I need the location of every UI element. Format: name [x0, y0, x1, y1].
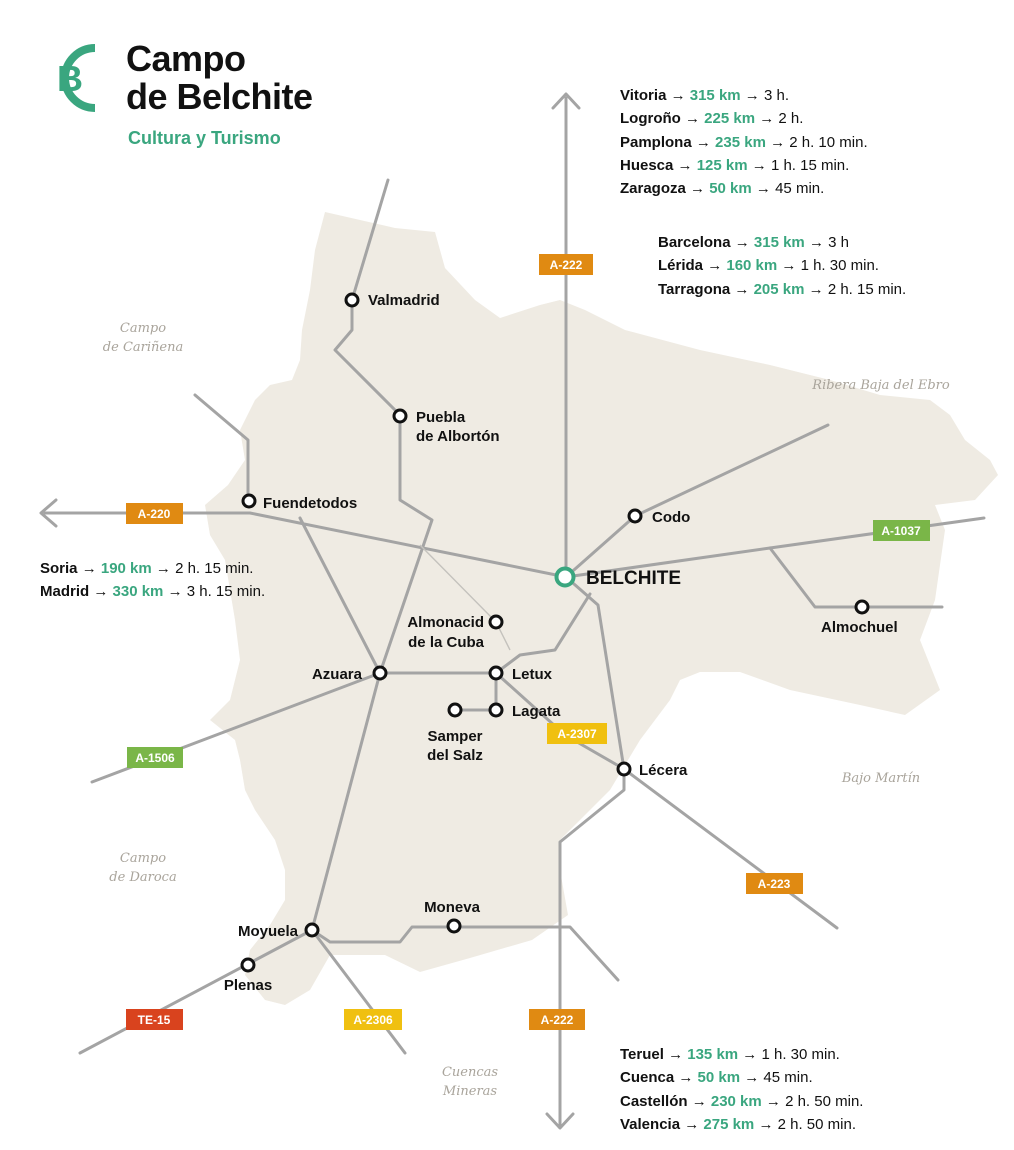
- arrow-icon: →: [691, 1092, 707, 1110]
- distance-time: 3 h.: [763, 87, 789, 104]
- distance-row: [658, 231, 906, 254]
- town-label-lecera: Lécera: [639, 762, 688, 779]
- distance-row: [620, 1043, 863, 1066]
- distance-km: 50 km: [709, 180, 752, 198]
- town-label-letux: Letux: [512, 666, 553, 683]
- distance-time: 1 h. 30 min.: [800, 257, 879, 275]
- distance-time: 1 h. 15 min.: [770, 156, 850, 174]
- svg-text:TE-15: TE-15: [137, 1013, 171, 1027]
- arrow-icon: →: [707, 257, 723, 275]
- distance-city: Logroño: [620, 110, 681, 128]
- distances-northeast: [658, 231, 906, 301]
- town-label-codo: Codo: [652, 509, 691, 526]
- arrow-icon: →: [781, 257, 797, 275]
- distance-km: 230 km: [710, 1092, 762, 1110]
- town-label-plenas: Plenas: [223, 977, 273, 994]
- road-badge-a1506: [127, 747, 183, 768]
- region-cuencas-2: Mineras: [442, 1084, 498, 1099]
- town-marker-valmadrid: [346, 294, 358, 306]
- town-marker-fuendetodos: [243, 495, 255, 507]
- town-label-almonacid-2: de la Cuba: [408, 634, 484, 651]
- arrow-icon: →: [695, 133, 711, 151]
- region-ribera: Ribera Baja del Ebro: [812, 378, 950, 393]
- arrow-icon: →: [677, 156, 693, 174]
- distance-time: 45 min.: [775, 180, 825, 198]
- town-label-samper: Samper: [427, 728, 483, 745]
- distance-km: 135 km: [687, 1046, 739, 1063]
- distance-time: 2 h. 15 min.: [175, 560, 254, 577]
- town-label-almochuel: Almochuel: [821, 619, 898, 636]
- road-badge-a2307: [547, 723, 607, 744]
- region-carinena: Campo: [119, 321, 167, 336]
- logo-title-line2: de Belchite: [126, 76, 313, 117]
- road-badge-a222-south: [529, 1009, 585, 1030]
- distance-km: 225 km: [704, 110, 756, 128]
- distance-row: [620, 1090, 863, 1113]
- arrow-icon: →: [684, 1115, 700, 1133]
- svg-text:B: B: [57, 58, 83, 99]
- road-badge-a223: [746, 873, 803, 894]
- arrow-icon: →: [770, 133, 786, 151]
- town-label-azuara: Azuara: [311, 666, 362, 683]
- arrow-icon: →: [81, 560, 97, 577]
- distances-west: [40, 557, 265, 604]
- distance-city: Tarragona: [658, 280, 731, 298]
- road-badge-a2306: [344, 1009, 402, 1030]
- distance-city: Madrid: [40, 583, 90, 601]
- town-marker-plenas: [242, 959, 254, 971]
- distance-time: 45 min.: [763, 1069, 813, 1087]
- arrow-icon: →: [808, 280, 824, 298]
- arrow-icon: →: [690, 180, 706, 198]
- town-marker-lagata: [490, 704, 502, 716]
- distance-time: 3 h. 15 min.: [186, 583, 266, 601]
- arrow-icon: →: [734, 234, 750, 251]
- distance-row: [620, 107, 868, 130]
- arrow-icon: →: [744, 1069, 760, 1087]
- distance-time: 2 h. 10 min.: [789, 133, 868, 151]
- arrow-icon: →: [685, 110, 700, 128]
- distances-south: [620, 1043, 863, 1136]
- town-marker-puebla: [394, 410, 406, 422]
- town-label-moneva: Moneva: [424, 899, 480, 916]
- arrow-icon: →: [93, 583, 109, 601]
- distance-city: Castellón: [620, 1092, 688, 1110]
- road-badge-a1037: [873, 520, 930, 541]
- town-marker-almochuel: [856, 601, 868, 613]
- distance-km: 235 km: [715, 133, 766, 151]
- arrow-icon: →: [678, 1069, 694, 1087]
- town-marker-moneva: [448, 920, 460, 932]
- town-marker-codo: [629, 510, 641, 522]
- distance-km: 315 km: [753, 234, 805, 251]
- town-marker-belchite: [557, 569, 574, 586]
- logo-title-line1: Campo: [126, 38, 246, 79]
- region-daroca: Campo: [119, 851, 167, 866]
- svg-text:A-222: A-222: [549, 258, 583, 272]
- region-bajo-martin: Bajo Martín: [841, 771, 921, 786]
- logo-subtitle: Cultura y Turismo: [128, 128, 281, 148]
- distance-time: 2 h. 15 min.: [827, 280, 907, 298]
- arrow-icon: →: [765, 1092, 781, 1110]
- arrow-icon: →: [742, 1046, 758, 1063]
- logo-icon: [57, 48, 95, 108]
- road-badge-te15: [126, 1009, 183, 1030]
- distance-city: Vitoria: [620, 87, 667, 104]
- road-badge-a222-north: [539, 254, 593, 275]
- arrow-icon: →: [734, 280, 750, 298]
- distance-city: Soria: [40, 560, 78, 577]
- distance-city: Valencia: [620, 1115, 681, 1133]
- distance-row: [620, 84, 868, 107]
- arrow-icon: →: [808, 234, 824, 251]
- town-label-lagata: Lagata: [512, 703, 561, 720]
- distance-row: [658, 278, 906, 301]
- town-label-moyuela: Moyuela: [237, 923, 298, 940]
- logo-title: [126, 40, 313, 116]
- town-marker-samper: [449, 704, 461, 716]
- distance-time: 1 h. 30 min.: [761, 1046, 840, 1063]
- arrow-icon: →: [758, 1115, 774, 1133]
- distance-time: 2 h.: [778, 110, 804, 128]
- arrow-icon: →: [755, 180, 771, 198]
- distance-row: [620, 131, 868, 154]
- town-label-valmadrid: Valmadrid: [368, 292, 440, 309]
- arrow-icon: →: [751, 156, 767, 174]
- arrow-icon: →: [670, 87, 686, 104]
- distance-row: [620, 154, 868, 177]
- region-cuencas: Cuencas: [441, 1065, 499, 1080]
- distance-city: Zaragoza: [620, 180, 686, 198]
- distance-km: 125 km: [696, 156, 748, 174]
- distance-km: 160 km: [726, 257, 778, 275]
- distance-city: Cuenca: [620, 1069, 675, 1087]
- region-carinena-2: de Cariñena: [102, 340, 184, 355]
- distance-row: [620, 1066, 863, 1089]
- svg-text:A-220: A-220: [137, 507, 171, 521]
- arrow-icon: →: [744, 87, 760, 104]
- town-label-belchite: BELCHITE: [586, 568, 681, 589]
- distance-row: [620, 1113, 863, 1136]
- svg-text:A-2307: A-2307: [557, 727, 597, 741]
- town-label-samper-2: del Salz: [427, 747, 483, 764]
- distance-city: Teruel: [620, 1046, 664, 1063]
- town-label-puebla-2: de Albortón: [416, 428, 500, 445]
- town-label-puebla: Puebla: [416, 409, 466, 426]
- distance-row: [658, 254, 906, 277]
- town-marker-moyuela: [306, 924, 318, 936]
- svg-text:A-222: A-222: [540, 1013, 574, 1027]
- town-marker-letux: [490, 667, 502, 679]
- distance-city: Pamplona: [620, 133, 692, 151]
- road-badge-a220: [126, 503, 183, 524]
- distance-time: 3 h: [828, 234, 849, 251]
- distance-row: [40, 580, 265, 603]
- distance-row: [620, 177, 868, 200]
- distance-km: 330 km: [112, 583, 164, 601]
- region-daroca-2: de Daroca: [109, 870, 177, 885]
- distance-city: Huesca: [620, 156, 674, 174]
- svg-text:A-1506: A-1506: [135, 751, 175, 765]
- arrow-icon: →: [668, 1046, 684, 1063]
- distance-city: Lérida: [658, 257, 704, 275]
- town-marker-lecera: [618, 763, 630, 775]
- arrow-icon: →: [167, 583, 183, 601]
- svg-text:A-1037: A-1037: [881, 524, 921, 538]
- town-marker-almonacid: [490, 616, 502, 628]
- svg-text:A-2306: A-2306: [353, 1013, 393, 1027]
- town-label-fuendetodos: Fuendetodos: [263, 495, 358, 512]
- svg-text:A-223: A-223: [757, 877, 791, 891]
- arrow-icon: →: [759, 110, 775, 128]
- distance-km: 205 km: [753, 280, 805, 298]
- distance-city: Barcelona: [658, 234, 731, 251]
- distance-time: 2 h. 50 min.: [777, 1115, 856, 1133]
- town-label-almonacid: Almonacid: [407, 614, 484, 631]
- arrow-icon: →: [155, 560, 171, 577]
- town-marker-azuara: [374, 667, 386, 679]
- distance-km: 275 km: [703, 1115, 755, 1133]
- distance-km: 190 km: [100, 560, 152, 577]
- distance-km: 315 km: [689, 87, 741, 104]
- distance-row: [40, 557, 265, 580]
- distances-north: [620, 84, 868, 200]
- distance-km: 50 km: [697, 1069, 741, 1087]
- distance-time: 2 h. 50 min.: [785, 1092, 864, 1110]
